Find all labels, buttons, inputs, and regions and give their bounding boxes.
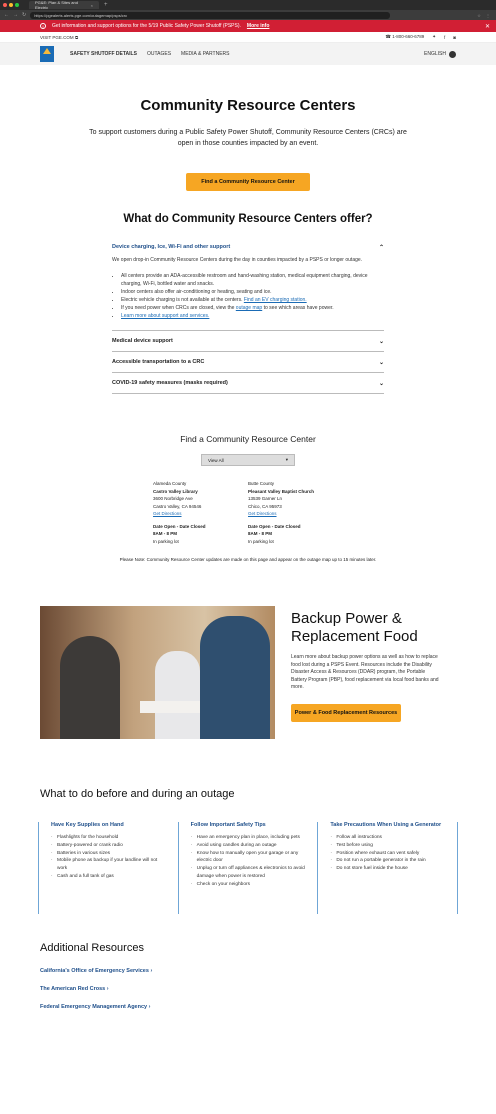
accordion-item-device-charging[interactable] bbox=[112, 239, 384, 255]
center-county: Alameda County bbox=[153, 481, 187, 486]
accordion-paragraph: We open drop-in Community Resource Centers during the day in counties impacted by a PSPS or longer outage. bbox=[112, 257, 363, 263]
list-item: • Indoor centers also offer air-conditioning or heating, seating and ice. bbox=[121, 288, 384, 296]
address-bar-row bbox=[0, 10, 496, 20]
center-list bbox=[153, 480, 343, 545]
chevron-up-icon: ⌃ bbox=[378, 244, 384, 251]
tips-column-safety bbox=[179, 822, 319, 914]
county-select[interactable] bbox=[201, 454, 295, 466]
select-value: View All bbox=[208, 457, 224, 463]
facebook-icon[interactable]: f bbox=[444, 34, 446, 40]
backup-body: Learn more about backup power options as well as how to replace food lost during a PSPS Event. Resources include the Disability Disaster Access & Resources (DDAR) program, the Portable Battery Program (PBP), food replacement via local food banks and more. bbox=[291, 654, 439, 690]
chevron-down-icon: ⌄ bbox=[378, 338, 384, 345]
ev-charging-link[interactable]: Find an EV charging station. bbox=[243, 297, 307, 303]
tips-heading: Have Key Supplies on Hand bbox=[51, 822, 124, 828]
tips-heading: Take Precautions When Using a Generator bbox=[330, 822, 442, 828]
list-item: · Have an emergency plan in place, including pets bbox=[191, 834, 308, 842]
finder-title: Find a Community Resource Center bbox=[180, 434, 316, 444]
list-item: · Do not store fuel inside the house bbox=[330, 865, 447, 873]
accordion-item-transportation[interactable] bbox=[112, 352, 384, 373]
center-address: 3600 Norbridge Ave bbox=[153, 496, 193, 501]
center-hours: 8AM - 8 PM bbox=[153, 531, 178, 536]
list-item: · Know how to manually open your garage or any electric door bbox=[191, 850, 308, 866]
update-note: Please Note: Community Resource Center updates are made on this page and appear on the outage map up to 15 minutes later. bbox=[119, 557, 377, 562]
center-card bbox=[153, 480, 248, 545]
resource-label: California's Office of Emergency Services bbox=[40, 968, 149, 974]
tab-title: PG&E: Plan & Sites and Electric bbox=[35, 0, 78, 10]
browser-tabbar bbox=[0, 0, 496, 10]
center-name: Pleasant Valley Baptist Church bbox=[248, 488, 315, 494]
list-item: · Follow all instructions bbox=[330, 834, 447, 842]
faq-accordion bbox=[112, 239, 384, 394]
list-item bbox=[121, 296, 384, 304]
phone-link[interactable]: ☎ 1-800-660-6789 bbox=[385, 34, 425, 39]
close-window-icon[interactable] bbox=[3, 3, 7, 7]
get-directions-link[interactable]: Get Directions bbox=[248, 511, 277, 516]
forward-icon[interactable]: → bbox=[13, 12, 18, 18]
phone-number: 1-800-660-6789 bbox=[392, 34, 425, 39]
page-title: Community Resource Centers bbox=[140, 97, 356, 114]
bullet-text: If you need power when CRCs are closed, view the bbox=[121, 305, 235, 311]
tips-column-generator bbox=[318, 822, 458, 914]
resource-link-fema[interactable]: Federal Emergency Management Agency › bbox=[40, 1004, 151, 1010]
utility-bar bbox=[0, 32, 496, 43]
twitter-icon[interactable]: ✦ bbox=[432, 34, 437, 39]
list-item: · Cash and a full tank of gas bbox=[51, 873, 168, 881]
center-dates: Date Open - Date Closed bbox=[153, 523, 206, 529]
accordion-item-medical[interactable] bbox=[112, 331, 384, 352]
list-item bbox=[121, 304, 384, 312]
main-nav bbox=[0, 43, 496, 65]
power-food-button[interactable]: Power & Food Replacement Resources bbox=[291, 704, 401, 722]
close-tab-icon[interactable]: × bbox=[90, 2, 93, 8]
browser-tab[interactable] bbox=[29, 1, 99, 9]
volunteers-photo bbox=[40, 606, 275, 739]
minimize-window-icon[interactable] bbox=[9, 3, 13, 7]
pge-logo[interactable] bbox=[40, 46, 54, 62]
list-item: · Test before using bbox=[330, 842, 447, 850]
center-city: Chico, CA 95973 bbox=[248, 503, 282, 509]
find-crc-button[interactable]: Find a Community Resource Center bbox=[186, 173, 310, 191]
accordion-item-covid[interactable] bbox=[112, 373, 384, 394]
intro-text: To support customers during a Public Safety Power Shutoff, Community Resource Centers (CRCs) are open in those counties impacted by an event. bbox=[89, 129, 407, 147]
list-item: · Mobile phone as backup if your landline will not work bbox=[51, 857, 168, 873]
psps-alert-banner bbox=[0, 20, 496, 32]
language-label: ENGLISH bbox=[424, 51, 446, 57]
backup-title: Backup Power & Replacement Food bbox=[291, 610, 418, 645]
accordion-heading: Accessible transportation to a CRC bbox=[112, 359, 205, 365]
nav-media-partners[interactable]: MEDIA & PARTNERS bbox=[181, 51, 230, 57]
center-county: Butte County bbox=[248, 481, 275, 486]
bullet-text: to see which areas have power. bbox=[263, 305, 334, 311]
reload-icon[interactable]: ↻ bbox=[22, 12, 27, 18]
caret-down-icon: ▾ bbox=[285, 457, 288, 462]
center-dates: Date Open - Date Closed bbox=[248, 523, 301, 529]
resources-title: Additional Resources bbox=[40, 942, 144, 954]
list-item: · Position where exhaust can vent safely bbox=[330, 850, 447, 858]
accordion-heading: COVID-19 safety measures (masks required) bbox=[112, 380, 228, 386]
maximize-window-icon[interactable] bbox=[15, 3, 19, 7]
faq-title: What do Community Resource Centers offer? bbox=[123, 213, 373, 225]
browser-menu-icon[interactable]: ☆ ⋮ bbox=[477, 12, 492, 18]
center-name: Castro Valley Library bbox=[153, 488, 198, 494]
accordion-heading: Medical device support bbox=[112, 338, 173, 344]
back-icon[interactable]: ← bbox=[4, 12, 9, 18]
alert-more-info-link[interactable]: More info bbox=[246, 23, 270, 29]
alert-icon: ! bbox=[40, 23, 46, 29]
visit-pge-link[interactable]: VISIT PGE.COM ⧉ bbox=[40, 34, 79, 40]
center-card bbox=[248, 480, 343, 545]
bullet-text: Electric vehicle charging is not available at the centers. bbox=[121, 297, 243, 303]
backup-power-section bbox=[0, 606, 496, 739]
resource-link-red-cross[interactable]: The American Red Cross › bbox=[40, 986, 109, 992]
globe-icon bbox=[449, 51, 456, 58]
backup-text bbox=[291, 606, 441, 739]
list-item: · Batteries in various sizes bbox=[51, 850, 168, 858]
center-address: 13539 Garner Ln bbox=[248, 496, 283, 501]
tips-column-supplies bbox=[38, 822, 179, 914]
list-item: · Check on your neighbors bbox=[191, 881, 308, 889]
close-icon[interactable]: ✕ bbox=[484, 23, 490, 30]
nav-safety-shutoff[interactable]: SAFETY SHUTOFF DETAILS bbox=[70, 51, 137, 57]
list-item: • All centers provide an ADA-accessible restroom and hand-washing station, medical equipment charging, device charging, Wi-Fi, bottled water and snacks. bbox=[121, 272, 384, 288]
tips-title: What to do before and during an outage bbox=[40, 788, 235, 800]
center-type: In parking lot bbox=[248, 538, 274, 544]
crc-finder bbox=[0, 434, 496, 562]
list-item: · Flashlights for the household bbox=[51, 834, 168, 842]
url-input[interactable]: https://pgealerts.alerts.pge.com/outagemap/psps/crc bbox=[30, 12, 390, 19]
list-item bbox=[121, 312, 384, 320]
outage-map-link[interactable]: outage map bbox=[235, 305, 263, 311]
tips-columns bbox=[38, 822, 458, 914]
center-city: Castro Valley, CA 94546 bbox=[153, 503, 202, 509]
resource-link-oes[interactable]: California's Office of Emergency Services › bbox=[40, 968, 153, 974]
list-item: · Do not run a portable generator in the rain bbox=[330, 857, 447, 865]
nav-outages[interactable]: OUTAGES bbox=[146, 51, 172, 57]
chevron-down-icon: ⌄ bbox=[378, 359, 384, 366]
learn-more-link[interactable]: Learn more about support and services. bbox=[121, 313, 210, 319]
list-item: · Avoid using candles during an outage bbox=[191, 842, 308, 850]
language-selector[interactable] bbox=[424, 51, 456, 58]
tips-heading: Follow Important Safety Tips bbox=[190, 822, 266, 828]
new-tab-icon[interactable]: + bbox=[104, 2, 108, 8]
accordion-heading: Device charging, Ice, Wi-Fi and other support bbox=[112, 244, 231, 250]
alert-text: Get information and support options for the 5/19 Public Safety Power Shutoff (PSPS). bbox=[52, 23, 241, 29]
get-directions-link[interactable]: Get Directions bbox=[153, 511, 182, 516]
resources-list bbox=[0, 968, 496, 1010]
center-type: In parking lot bbox=[153, 538, 179, 544]
list-item: · Unplug or turn off appliances & electronics to avoid damage when power is restored bbox=[191, 865, 308, 881]
resource-label: The American Red Cross bbox=[40, 986, 106, 992]
list-item: · Battery-powered or crank radio bbox=[51, 842, 168, 850]
visit-pge-label: VISIT PGE.COM bbox=[40, 34, 74, 40]
center-hours: 8AM - 8 PM bbox=[248, 531, 273, 536]
instagram-icon[interactable]: ◙ bbox=[453, 34, 456, 40]
resource-label: Federal Emergency Management Agency bbox=[40, 1004, 148, 1010]
chevron-down-icon: ⌄ bbox=[378, 380, 384, 387]
accordion-body bbox=[112, 256, 384, 331]
